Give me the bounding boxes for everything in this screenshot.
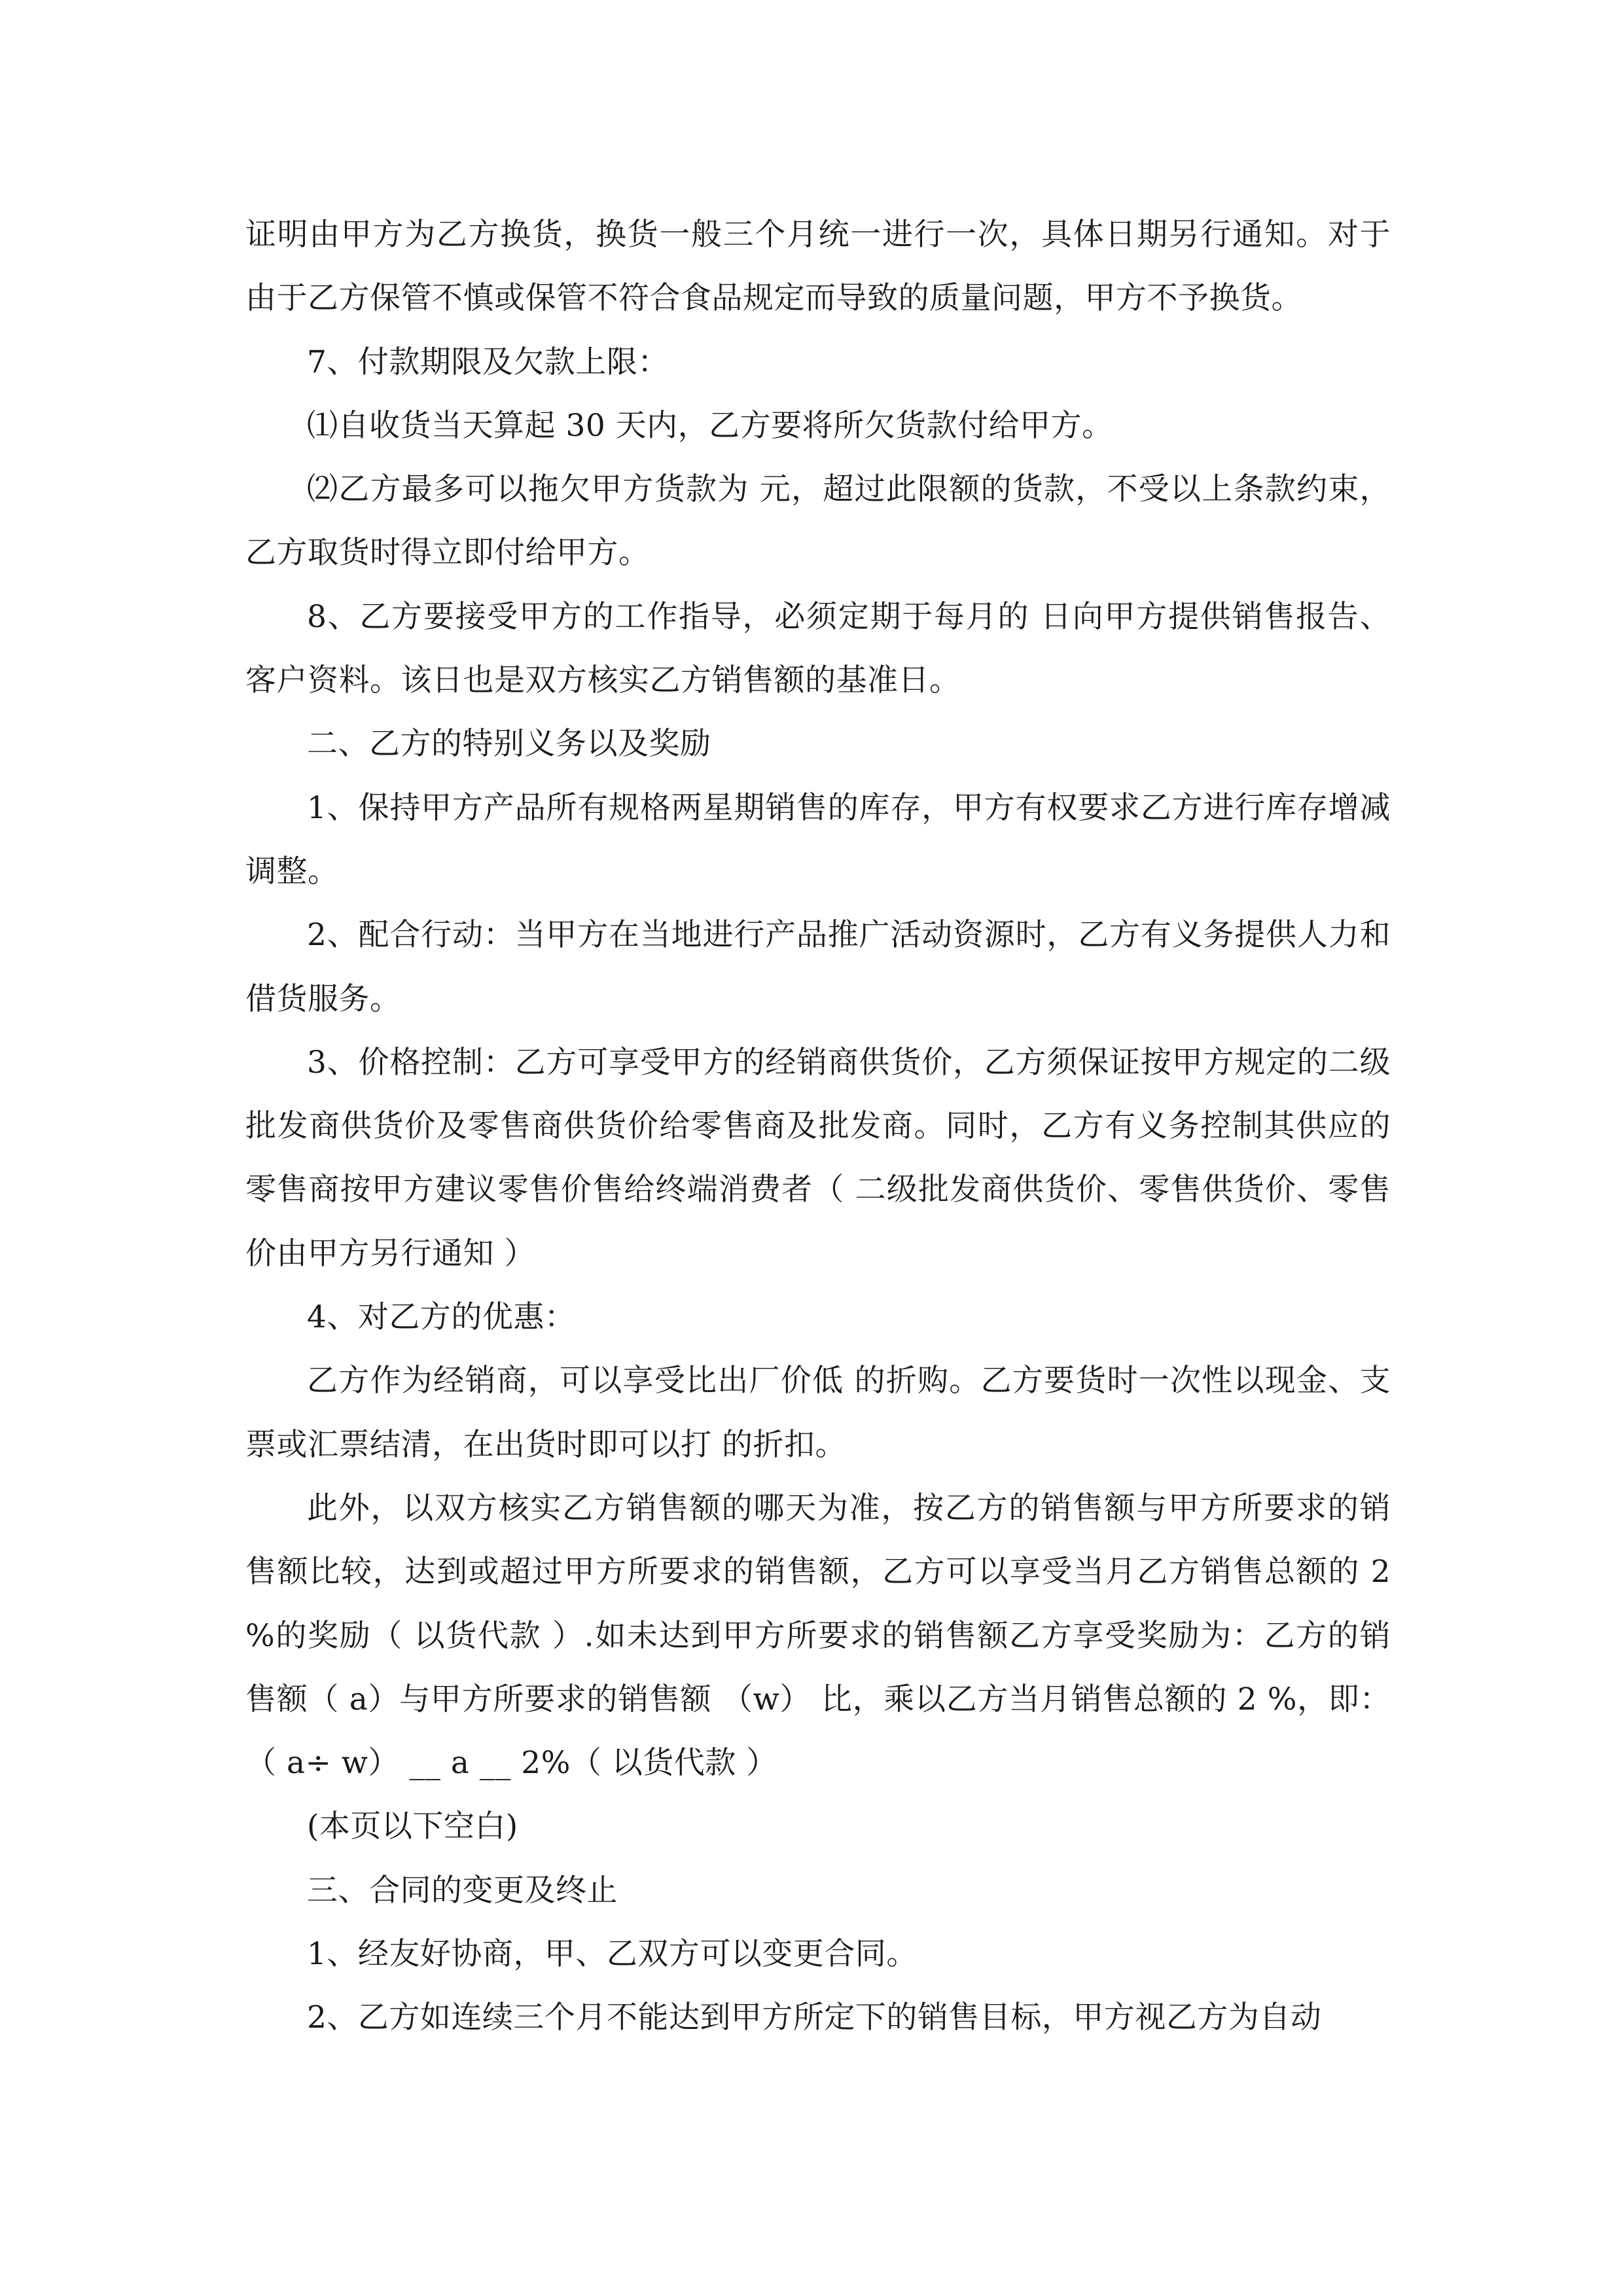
paragraph-dealer-discount: 乙方作为经销商，可以享受比出厂价低 的折购。乙方要货时一次性以现金、支票或汇票结清，在出货时即可以打 的折扣。 — [245, 1363, 1391, 1463]
paragraph-exchange-terms: 证明由甲方为乙方换货，换货一般三个月统一进行一次，具体日期另行通知。对于由于乙方保管不慎或保管不符合食品规定而导致的质量问题，甲方不予换货。 — [245, 217, 1391, 317]
paragraph-inventory: 1、保持甲方产品所有规格两星期销售的库存，甲方有权要求乙方进行库存增减调整。 — [245, 789, 1391, 889]
heading-payment-terms: 7、付款期限及欠款上限： — [307, 344, 669, 380]
heading-discounts: 4、对乙方的优惠： — [307, 1299, 576, 1336]
paragraph-sales-target-failure: 2、乙方如连续三个月不能达到甲方所定下的销售目标，甲方视乙方为自动 — [307, 2000, 1322, 2036]
paragraph-cooperation: 2、配合行动：当甲方在当地进行产品推广活动资源时，乙方有义务提供人力和借货服务。 — [245, 917, 1391, 1017]
blank-page-note: (本页以下空白) — [307, 1808, 518, 1845]
paragraph-change-by-agreement: 1、经友好协商，甲、乙双方可以变更合同。 — [307, 1936, 918, 1973]
paragraph-payment-period: ⑴自收货当天算起 30 天内，乙方要将所欠货款付给甲方。 — [307, 407, 1113, 444]
document-body — [245, 203, 1391, 2050]
section-heading-contract-change: 三、合同的变更及终止 — [307, 1872, 618, 1909]
paragraph-price-control: 3、价格控制：乙方可享受甲方的经销商供货价，乙方须保证按甲方规定的二级批发商供货价及零售商供货价给零售商及批发商。同时，乙方有义务控制其供应的零售商按甲方建议零售价售给终端消费者（ 二级批发商供货价、零售供货价、零售价由甲方另行通知 ） — [245, 1044, 1391, 1272]
paragraph-debt-limit: ⑵乙方最多可以拖欠甲方货款为 元，超过此限额的货款，不受以上条款约束，乙方取货时得立即付给甲方。 — [245, 471, 1391, 571]
section-heading-special-obligations: 二、乙方的特别义务以及奖励 — [307, 726, 711, 762]
paragraph-sales-reward: 此外，以双方核实乙方销售额的哪天为准，按乙方的销售额与甲方所要求的销售额比较，达到或超过甲方所要求的销售额，乙方可以享受当月乙方销售总额的 2 %的奖励（ 以货代款 ）.如未达到甲方所要求的销售额乙方享受奖励为：乙方的销售额（ a）与甲方所要求的销售额 （w） 比，乘以乙方当月销售总额的 2 %，即：（ a÷ w） __ a __ 2%（ 以货代款 ） — [245, 1490, 1391, 1782]
paragraph-work-guidance: 8、乙方要接受甲方的工作指导，必须定期于每月的 日向甲方提供销售报告、客户资料。该日也是双方核实乙方销售额的基准日。 — [245, 598, 1391, 699]
